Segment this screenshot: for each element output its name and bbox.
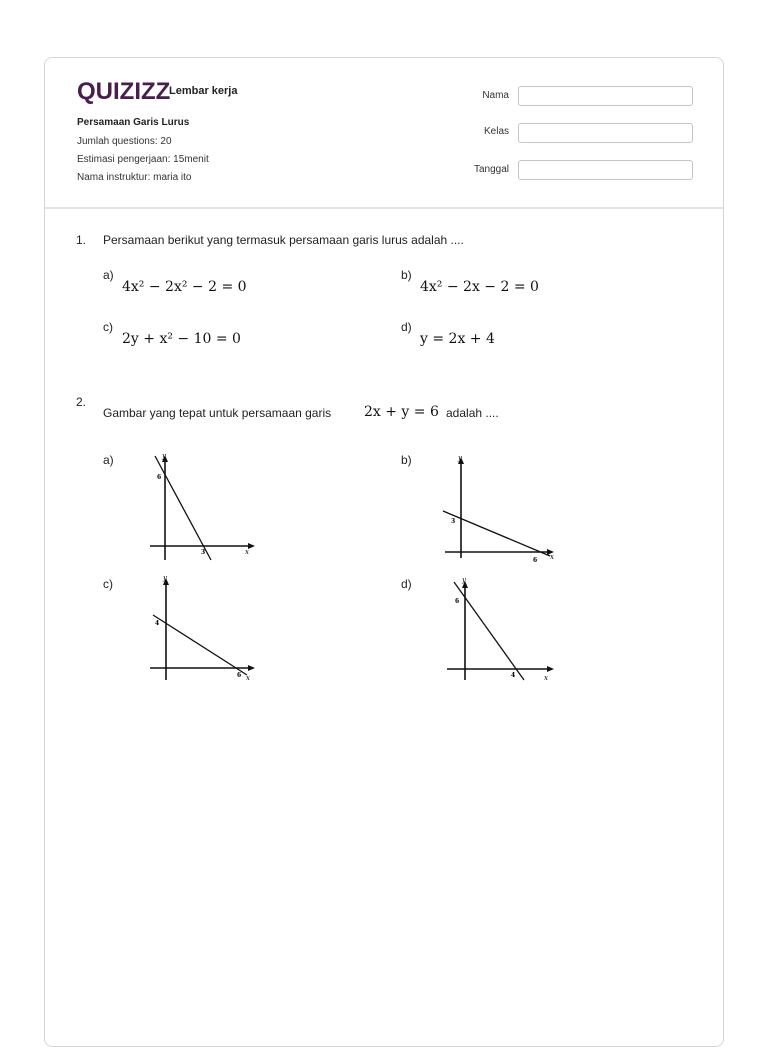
option-equation: 4x² − 2x² − 2 = 0 [122, 279, 247, 295]
instructor-name: Nama instruktur: maria ito [77, 172, 192, 183]
graph-line [155, 456, 211, 560]
x-axis-label: x [544, 674, 548, 682]
y-axis-label: y [458, 454, 462, 462]
question-number: 2. [76, 395, 87, 409]
question-text-end: adalah .... [446, 406, 499, 420]
option-equation: 4x² − 2x − 2 = 0 [420, 279, 539, 295]
estimated-time: Estimasi pengerjaan: 15menit [77, 154, 209, 165]
y-intercept-label: 4 [155, 620, 160, 627]
y-axis-label: y [162, 452, 166, 460]
graph-option-b [440, 450, 560, 565]
option-letter: d) [401, 320, 412, 334]
name-label: Nama [482, 90, 509, 101]
question-equation: 2x + y = 6 [364, 404, 439, 420]
y-intercept-label: 3 [451, 518, 456, 525]
graph-option-d [440, 572, 560, 684]
document-type: Lembar kerja [169, 85, 238, 97]
date-label: Tanggal [473, 164, 509, 175]
option-letter: a) [103, 268, 114, 282]
option-letter: d) [401, 577, 412, 591]
questions-count: Jumlah questions: 20 [77, 136, 172, 147]
y-axis-label: y [462, 576, 466, 584]
x-axis-arrow [248, 665, 255, 671]
y-intercept-label: 6 [455, 598, 460, 605]
x-intercept-label: 6 [237, 672, 242, 679]
x-axis-label: x [550, 553, 554, 561]
worksheet-header [45, 58, 723, 209]
date-field[interactable] [518, 160, 693, 180]
x-axis-arrow [248, 543, 255, 549]
graph-line [443, 511, 550, 556]
graph-line [153, 615, 247, 675]
y-axis-label: y [163, 574, 167, 582]
graph-option-a [145, 450, 260, 562]
question-number: 1. [76, 233, 87, 247]
worksheet-title: Persamaan Garis Lurus [77, 117, 190, 128]
y-intercept-label: 6 [157, 474, 162, 481]
quizizz-logo: QUIZIZZ [77, 78, 171, 105]
option-letter: b) [401, 268, 412, 282]
option-equation: 2y + x² − 10 = 0 [122, 331, 241, 347]
question-text: Persamaan berikut yang termasuk persamaan garis lurus adalah .... [103, 233, 464, 247]
x-intercept-label: 3 [201, 549, 206, 556]
option-letter: a) [103, 453, 114, 467]
name-field[interactable] [518, 86, 693, 106]
x-axis-arrow [547, 666, 554, 672]
x-axis-label: x [245, 548, 249, 556]
graph-option-c [145, 572, 263, 684]
option-letter: c) [103, 320, 113, 334]
x-axis-label: x [246, 674, 250, 682]
option-equation: y = 2x + 4 [420, 331, 495, 347]
class-field[interactable] [518, 123, 693, 143]
option-letter: b) [401, 453, 412, 467]
x-intercept-label: 4 [511, 672, 516, 679]
x-intercept-label: 6 [533, 557, 538, 564]
option-letter: c) [103, 577, 113, 591]
question-text: Gambar yang tepat untuk persamaan garis [103, 406, 332, 420]
class-label: Kelas [483, 126, 509, 137]
